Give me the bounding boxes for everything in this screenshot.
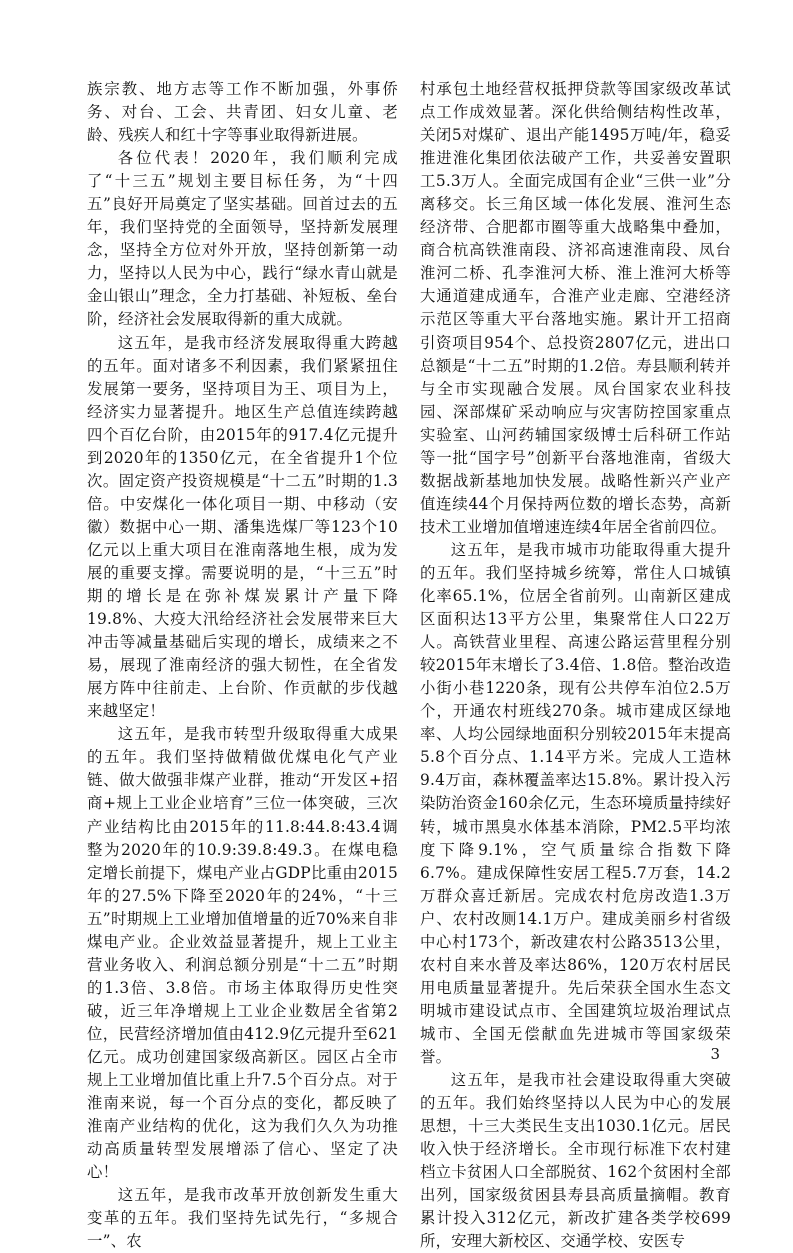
paragraph: 这五年，是我市经济发展取得重大跨越的五年。面对诸多不利因素，我们紧紧扭住发展第一要务，坚持项目为王、项目为上，经济实力显著提升。地区生产总值连续跨越四个百亿台阶，由2015年的917.4亿元提升到2020年的1350亿元，在全省提升1个位次。固定资产投资规模是“十二五”时期的1.3倍。中安煤化一体化项目一期、中移动（安徽）数据中心一期、潘集选煤厂等123个10亿元以上重大项目在淮南落地生根，成为发展的重要支撑。需要说明的是，“十三五”时期的增长是在弥补煤炭累计产量下降19.8%、大疫大汛给经济社会发展带来巨大冲击等减量基础后实现的增长，成绩来之不易，展现了淮南经济的强大韧性，在全省发展方阵中往前走、上台阶、作贡献的步伐越来越坚定！	[87, 333, 398, 721]
right-column	[420, 78, 731, 1253]
page-number: 3	[710, 1045, 720, 1063]
paragraph: 族宗教、地方志等工作不断加强，外事侨务、对台、工会、共青团、妇女儿童、老龄、残疾人和红十字等事业取得新进展。	[87, 80, 398, 145]
left-column	[87, 78, 398, 1253]
paragraph: 这五年，是我市城市功能取得重大提升的五年。我们坚持城乡统筹，常住人口城镇化率65.1%，位居全省前列。山南新区建成区面积达13平方公里，集聚常住人口22万人。高铁营业里程、高速公路运营里程分别较2015年末增长了3.4倍、1.8倍。整治改造小街小巷1220条，现有公共停车泊位2.5万个，开通农村班线270条。城市建成区绿地率、人均公园绿地面积分别较2015年末提高5.8个百分点、1.14平方米。完成人工造林9.4万亩，森林覆盖率达15.8%。累计投入污染防治资金160余亿元，生态环境质量持续好转，城市黑臭水体基本消除，PM2.5平均浓度下降9.1%，空气质量综合指数下降6.7%。建成保障性安居工程5.7万套，14.2万群众喜迁新居。完成农村危房改造1.3万户、农村改厕14.1万户。建成美丽乡村省级中心村173个，新改建农村公路3513公里，农村自来水普及率达86%，120万农村居民用电质量显著提升。先后荣获全国水生态文明城市建设试点市、全国建筑垃圾治理试点城市、全国无偿献血先进城市等国家级荣誉。	[420, 540, 731, 1066]
paragraph: 这五年，是我市改革开放创新发生重大变革的五年。我们坚持先试先行，“多规合一”、农	[87, 1186, 398, 1251]
paragraph: 这五年，是我市社会建设取得重大突破的五年。我们始终坚持以人民为中心的发展思想，十三大类民生支出1030.1亿元。居民收入快于经济增长。全市现行标准下农村建档立卡贫困人口全部脱贫、162个贫困村全部出列，国家级贫困县寿县高质量摘帽。教育累计投入312亿元，新改扩建各类学校699所，安理大新校区、交通学校、安医专	[420, 1071, 731, 1251]
paragraph: 这五年，是我市转型升级取得重大成果的五年。我们坚持做精做优煤电化气产业链、做大做强非煤产业群，推动“开发区+招商+规上工业企业培育”三位一体突破，三次产业结构比由2015年的11.8:44.8:43.4调整为2020年的10.9:39.8:49.3。在煤电稳定增长前提下，煤电产业占GDP比重由2015年的27.5%下降至2020年的24%，“十三五”时期规上工业增加值增量的近70%来自非煤电产业。企业效益显著提升，规上工业主营业务收入、利润总额分别是“十二五”时期的1.3倍、3.8倍。市场主体取得历史性突破，近三年净增规上工业企业数居全省第2位，民营经济增加值由412.9亿元提升至621亿元。成功创建国家级高新区。园区占全市规上工业增加值比重上升7.5个百分点。对于淮南来说，每一个百分点的变化，都反映了淮南产业结构的优化，这为我们久久为功推动高质量转型发展增添了信心、坚定了决心！	[87, 725, 398, 1182]
paragraph: 村承包土地经营权抵押贷款等国家级改革试点工作成效显著。深化供给侧结构性改革，关闭5对煤矿、退出产能1495万吨/年，稳妥推进淮化集团依法破产工作，共妥善安置职工5.3万人。全面完成国有企业“三供一业”分离移交。长三角区域一体化发展、淮河生态经济带、合肥都市圈等重大战略集中叠加，商合杭高铁淮南段、济祁高速淮南段、凤台淮河二桥、孔李淮河大桥、淮上淮河大桥等大通道建成通车，合淮产业走廊、空港经济示范区等重大平台落地实施。累计开工招商引资项目954个、总投资2807亿元，进出口总额是“十二五”时期的1.2倍。寿县顺利转并与全市实现融合发展。凤台国家农业科技园、深部煤矿采动响应与灾害防控国家重点实验室、山河药辅国家级博士后科研工作站等一批“国字号”创新平台落地淮南，省级大数据战新基地加快发展。战略性新兴产业产值连续44个月保持两位数的增长态势，高新技术工业增加值增速连续4年居全省前四位。	[420, 80, 731, 536]
paragraph: 各位代表！2020年，我们顺利完成了“十三五”规划主要目标任务，为“十四五”良好开局奠定了坚实基础。回首过去的五年，我们坚持党的全面领导，坚持新发展理念，坚持全方位对外开放，坚持创新第一动力，坚持以人民为中心，践行“绿水青山就是金山银山”理念，全力打基础、补短板、垒台阶，经济社会发展取得新的重大成就。	[87, 149, 398, 329]
